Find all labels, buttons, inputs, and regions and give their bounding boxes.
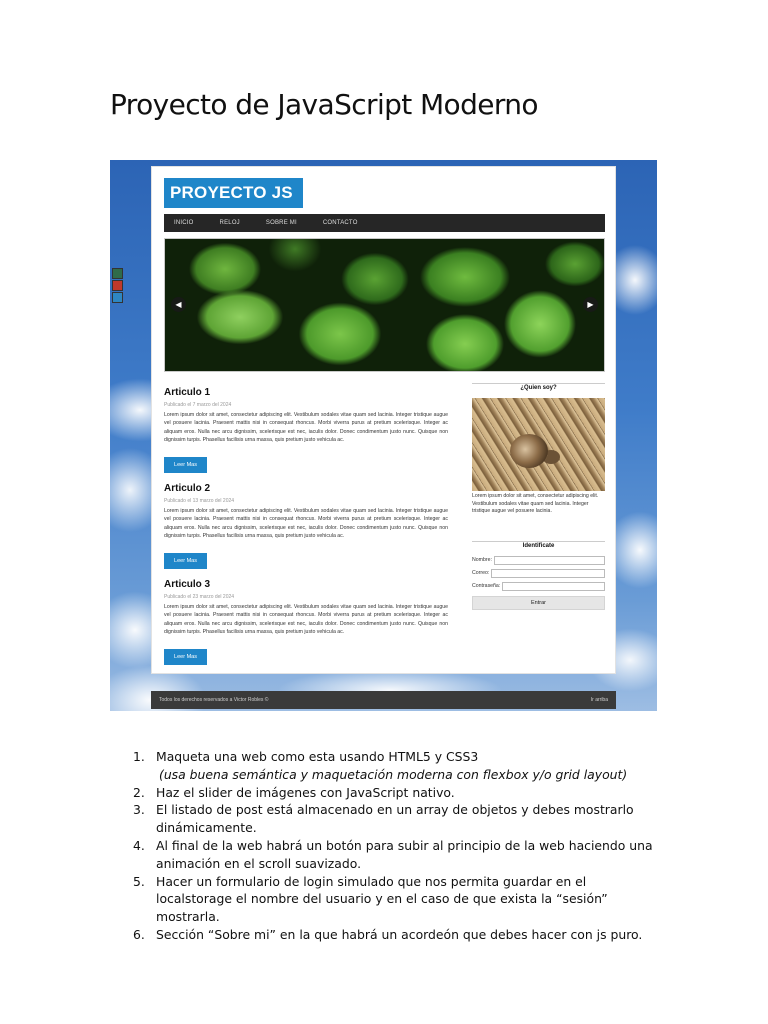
name-input[interactable] [494,556,605,565]
requirement-item [133,873,653,926]
about-text: Lorem ipsum dolor sit amet, consectetur adipiscing elit. Vestibulum sodales vitae quam sed lacinia. Integer tristique augue vel posuere lacinia. [472,493,599,515]
article-text: Lorem ipsum dolor sit amet, consectetur adipiscing elit. Vestibulum sodales vitae quam sed lacinia. Integer tristique augue vel posuere lacinia. Praesent mattis nisi in consequat rhoncus. Morbi viverra purus at pretium scelerisque. Integer ac aliquam eros. Nulla nec arcu dignissim, scelerisque est nec, iaculis dolor. Donec condimentum justo nunc. Quisque non dignissim turpis. Phasellus facilisis urna massa, quis pretium justo vehicula ac. [164,604,448,636]
article-text: Lorem ipsum dolor sit amet, consectetur adipiscing elit. Vestibulum sodales vitae quam sed lacinia. Integer tristique augue vel posuere lacinia. Praesent mattis nisi in consequat rhoncus. Morbi viverra purus at pretium scelerisque. Integer ac aliquam eros. Nulla nec arcu dignissim, scelerisque est nec, iaculis dolor. Donec condimentum justo nunc. Quisque non dignissim turpis. Phasellus facilisis urna massa, quis pretium justo vehicula ac. [164,412,448,444]
read-more-button[interactable]: Leer Mas [164,649,207,665]
requirement-text: Maqueta una web como esta usando HTML5 y CSS3 [156,749,479,764]
article-title[interactable]: Articulo 2 [164,483,211,494]
password-input[interactable] [502,582,605,591]
footer-copyright: Todos los derechos reservados a Victor Robles © [159,697,269,703]
sidebar [472,383,605,610]
articles-list [164,387,450,675]
requirement-text: Hacer un formulario de login simulado que nos permita guardar en el localstorage el nombre del usuario y en el caso de que exista la “sesión” mostrarla. [156,873,608,925]
email-row [472,569,605,578]
theme-switcher [112,268,126,304]
email-label: Correo: [472,570,490,577]
read-more-button[interactable]: Leer Mas [164,553,207,569]
theme-swatch-green[interactable] [112,268,123,279]
nav-item-reloj[interactable]: RELOJ [219,220,240,226]
requirement-item [133,801,653,837]
requirement-item [133,784,653,802]
login-submit-button[interactable]: Entrar [472,596,605,610]
requirement-number: 6. [133,926,145,942]
requirement-item [133,748,653,784]
slider-next-icon[interactable]: ▶ [583,297,598,312]
back-to-top-link[interactable]: Ir arriba [590,697,608,703]
password-label: Contraseña: [472,583,501,590]
requirement-text: Al final de la web habrá un botón para subir al principio de la web haciendo una animación en el scroll suavizado. [156,837,653,871]
login-heading: Identificate [472,541,605,552]
nav-item-contacto[interactable]: CONTACTO [322,220,358,226]
article-item [164,387,450,483]
requirement-text: El listado de post está almacenado en un array de objetos y debes mostrarlo dinámicamente. [156,802,634,836]
article-item [164,579,450,675]
requirement-text: Sección “Sobre mi” en la que habrá un acordeón que debes hacer con js puro. [156,926,643,942]
requirement-number: 1. [133,749,145,764]
main-nav [164,214,605,232]
article-date: Publicado el 23 marzo del 2024 [164,594,235,600]
site-footer [151,691,616,709]
mockup-page [151,166,616,674]
requirement-number: 5. [133,873,145,889]
nav-item-inicio[interactable]: INICIO [174,220,194,226]
requirements-list [133,748,653,944]
password-row [472,582,605,591]
about-heading[interactable]: ¿Quien soy? [472,383,605,394]
email-input[interactable] [491,569,605,578]
article-date: Publicado el 7 marzo del 2024 [164,402,232,408]
read-more-button[interactable]: Leer Mas [164,457,207,473]
document-title: Proyecto de JavaScript Moderno [110,88,538,121]
article-title[interactable]: Articulo 3 [164,579,211,590]
theme-swatch-blue[interactable] [112,292,123,303]
about-photo [472,398,605,491]
article-text: Lorem ipsum dolor sit amet, consectetur adipiscing elit. Vestibulum sodales vitae quam sed lacinia. Integer tristique augue vel posuere lacinia. Praesent mattis nisi in consequat rhoncus. Morbi viverra purus at pretium scelerisque. Integer ac aliquam eros. Nulla nec arcu dignissim, scelerisque est nec, iaculis dolor. Donec condimentum justo nunc. Quisque non dignissim turpis. Phasellus facilisis urna massa, quis pretium justo vehicula ac. [164,508,448,540]
requirement-number: 2. [133,784,145,800]
article-title[interactable]: Articulo 1 [164,387,211,398]
requirement-item [133,837,653,873]
site-logo[interactable]: PROYECTO JS [164,178,303,208]
name-row [472,556,605,565]
name-label: Nombre: [472,557,492,564]
requirement-note: (usa buena semántica y maquetación moderna con flexbox y/o grid layout) [159,766,628,782]
requirement-number: 4. [133,837,145,853]
nav-item-sobre-mi[interactable]: SOBRE MI [265,220,297,226]
theme-swatch-red[interactable] [112,280,123,291]
requirement-item [133,926,653,944]
article-item [164,483,450,579]
article-date: Publicado el 13 marzo del 2024 [164,498,235,504]
requirement-number: 3. [133,802,145,818]
slider-prev-icon[interactable]: ◀ [171,297,186,312]
requirement-text: Haz el slider de imágenes con JavaScript nativo. [156,784,455,800]
image-slider [164,238,605,372]
website-mockup-screenshot [110,160,657,711]
